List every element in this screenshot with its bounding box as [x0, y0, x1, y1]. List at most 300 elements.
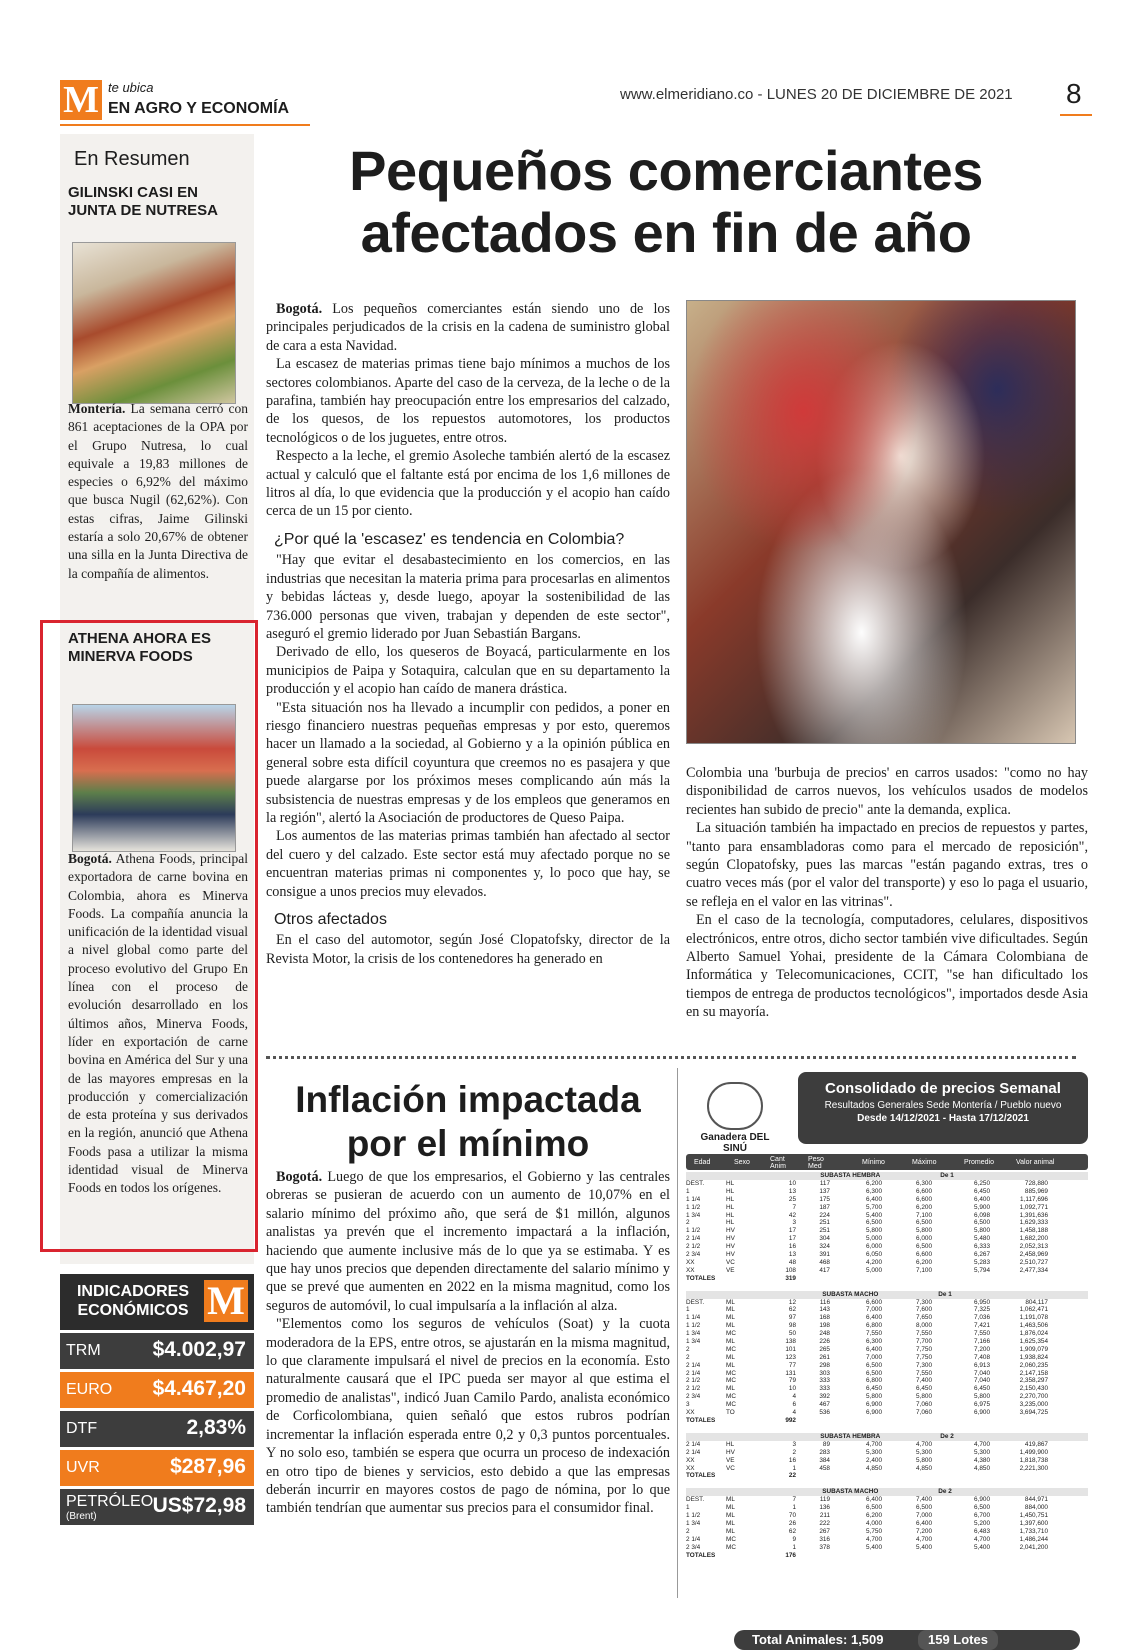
table-cell: 1: [792, 1464, 796, 1472]
table-cell: 1: [792, 1504, 796, 1512]
table-cell: 417: [819, 1266, 830, 1274]
table-cell: MC: [726, 1543, 736, 1551]
table-cell: 1 1/4: [686, 1314, 701, 1322]
total-label: TOTALES: [686, 1551, 716, 1559]
table-cell: 1,909,079: [1019, 1345, 1048, 1353]
ganadera-logo-text: Ganadera DEL SINÚ: [700, 1132, 770, 1154]
paragraph: Colombia una 'burbuja de precios' en carros usados: "como no hay disponibilidad de carros nuevos, los vehículos usados de modelos recientes han subido de precio" ante la demanda, explica.: [686, 765, 1088, 818]
table-cell: 79: [788, 1377, 796, 1385]
table-cell: 5,400: [974, 1543, 990, 1551]
table-row: [686, 1243, 1088, 1251]
table-cell: 3: [792, 1219, 796, 1227]
table-row: [686, 1338, 1088, 1346]
table-cell: ML: [726, 1353, 735, 1361]
table-cell: 6,400: [974, 1195, 990, 1203]
table-cell: HV: [726, 1227, 735, 1235]
table-row: [686, 1196, 1088, 1204]
table-cell: 7: [792, 1203, 796, 1211]
sidebar-title: En Resumen: [74, 148, 190, 170]
table-cell: 6,500: [866, 1361, 882, 1369]
table-row: [686, 1322, 1088, 1330]
table-cell: 6,900: [866, 1401, 882, 1409]
total-label: TOTALES: [686, 1274, 716, 1282]
table-cell: 2: [792, 1448, 796, 1456]
table-row: [686, 1212, 1088, 1220]
table-row: [686, 1299, 1088, 1307]
table-row: [686, 1409, 1088, 1417]
section-tagline: te ubica: [108, 80, 154, 95]
table-cell: 1 3/4: [686, 1519, 701, 1527]
table-cell: 4,850: [866, 1464, 882, 1472]
table-cell: 304: [819, 1235, 830, 1243]
table-cell: VE: [726, 1266, 735, 1274]
table-cell: 7,325: [974, 1306, 990, 1314]
table-row: [686, 1370, 1088, 1378]
article-dateline: Bogotá.: [276, 301, 323, 317]
table-cell: 7,550: [974, 1330, 990, 1338]
table-cell: ML: [726, 1496, 735, 1504]
section-divider: [266, 1056, 1076, 1059]
total-value: 22: [788, 1472, 796, 1480]
table-cell: 6,800: [866, 1377, 882, 1385]
table-cell: 6,200: [916, 1258, 932, 1266]
table-cell: 1,733,710: [1019, 1527, 1048, 1535]
table-cell: 117: [819, 1180, 830, 1187]
table-cell: 6,700: [974, 1512, 990, 1520]
table-total-row: [686, 1472, 1088, 1480]
paragraph: "Esta situación nos ha llevado a incumplir con pedidos, a poner en riesgo financiero nuestras pequeñas empresas y por esto, queremos hacer un llamado a la sociedad, al Gobierno y a la opinión pública en general sobre esta difícil coyuntura que creemos no es pasajera y que puede alargarse por los próximos meses complicando aún más la subsistencia de nuestras empresas y de los empleos que generamos en la región", alertó la Asociación de productores de Queso Paipa.: [266, 699, 670, 826]
table-cell: 1,876,024: [1019, 1330, 1048, 1338]
indicator-row: [60, 1411, 254, 1447]
table-cell: 4,000: [866, 1519, 882, 1527]
table-cell: 6,900: [866, 1409, 882, 1417]
table-cell: ML: [726, 1504, 735, 1512]
table-cell: 458: [819, 1464, 830, 1472]
table-cell: HL: [726, 1440, 735, 1448]
paragraph: [266, 1168, 670, 1315]
table-cell: 119: [819, 1496, 830, 1504]
table-total-row: [686, 1417, 1088, 1425]
table-cell: DEST.: [686, 1496, 705, 1504]
table-cell: MC: [726, 1401, 736, 1409]
table-row: [686, 1235, 1088, 1243]
section-name: SUBASTA MACHO: [822, 1290, 879, 1298]
table-cell: 7,650: [916, 1314, 932, 1322]
table-cell: 7,100: [916, 1211, 932, 1219]
table-cell: 4,700: [916, 1535, 932, 1543]
table-cell: 324: [819, 1243, 830, 1251]
table-cell: MC: [726, 1345, 736, 1353]
indicator-row: [60, 1450, 254, 1486]
table-cell: 2,147,158: [1019, 1369, 1048, 1377]
table-cell: 3,235,000: [1019, 1401, 1048, 1409]
table-cell: 5,800: [974, 1393, 990, 1401]
nutresa-photo: [72, 242, 236, 404]
table-cell: 175: [819, 1195, 830, 1203]
article-column-2: [686, 764, 1088, 1022]
table-cell: HV: [726, 1243, 735, 1251]
table-section-header: [686, 1172, 1088, 1180]
table-cell: 1,486,244: [1019, 1535, 1048, 1543]
table-cell: XX: [686, 1266, 695, 1274]
table-cell: 2 1/4: [686, 1361, 701, 1369]
table-cell: 7,300: [916, 1361, 932, 1369]
table-cell: 7,000: [916, 1512, 932, 1520]
table-cell: 7: [792, 1496, 796, 1504]
table-cell: 4,700: [974, 1535, 990, 1543]
table-cell: 137: [819, 1187, 830, 1195]
newspaper-logo: M: [60, 80, 102, 120]
table-cell: 1,458,188: [1019, 1227, 1048, 1235]
paragraph: En el caso de la tecnología, computadores, celulares, dispositivos electrónicos, entre otros, dicho sector también vive dificultades. Según Alberto Samuel Yohai, presidente de la Cámara Colombiana de Informática y Telecomunicaciones, CCIT, "se han dificultado los tiempos de entrega de productos tecnológicos", importados desde Asia en su mayoría.: [686, 912, 1088, 1021]
table-cell: 1,629,333: [1019, 1219, 1048, 1227]
table-cell: 7,060: [916, 1401, 932, 1409]
table-cell: 4,700: [974, 1440, 990, 1448]
paragraph: La escasez de materias primas tiene bajo mínimos a muchos de los sectores colombianos. Aparte del caso de la cerveza, de la leche o de la parafina, también hay preocupación entre los empresarios del calzado, de los quesos, de los repuestos automotores, los productos tecnológicos o de los juguetes, entre otros.: [266, 356, 670, 446]
table-cell: 6,500: [974, 1504, 990, 1512]
article-column-1: [266, 300, 670, 968]
table-cell: 226: [819, 1338, 830, 1346]
table-cell: 6,900: [974, 1409, 990, 1417]
table-cell: 222: [819, 1519, 830, 1527]
paragraph: La situación también ha impactado en precios de repuestos y partes, "tanto para ensambladoras como para el mercado de reposición", según Clopatofsky, pues las marcas "están pagando extras, tres o cuatro veces más (por el valor del transporte) y eso lo paga el usuario, se refleja en el valor en las vitrinas".: [686, 820, 1088, 910]
table-cell: 7,036: [974, 1314, 990, 1322]
table-cell: ML: [726, 1385, 735, 1393]
table-cell: 6,300: [866, 1338, 882, 1346]
table-cell: 70: [788, 1512, 796, 1520]
table-cell: 5,000: [866, 1235, 882, 1243]
table-cell: DEST.: [686, 1298, 705, 1306]
paragraph: Los aumentos de las materias primas también han afectado al sector del cuero y del calzado. Este sector está muy afectado porque no se encuentran materias primas ni componentes y, lo poco que hay, se consigue a unos precios muy elevados.: [266, 828, 670, 900]
table-cell: 17: [788, 1227, 796, 1235]
table-row: [686, 1204, 1088, 1212]
table-cell: 6,500: [866, 1219, 882, 1227]
table-cell: 2 1/4: [686, 1369, 701, 1377]
table-row: [686, 1385, 1088, 1393]
price-table-dates: Desde 14/12/2021 - Hasta 17/12/2021: [857, 1113, 1029, 1124]
section-title: EN AGRO Y ECONOMÍA: [108, 100, 290, 117]
table-cell: 1 3/4: [686, 1338, 701, 1346]
table-cell: 6,975: [974, 1401, 990, 1409]
table-cell: 1 1/2: [686, 1322, 701, 1330]
vendors-photo: [686, 300, 1076, 744]
article2-body: [266, 1168, 670, 1518]
table-cell: 2,510,727: [1019, 1258, 1048, 1266]
table-row: [686, 1346, 1088, 1354]
table-cell: MC: [726, 1330, 736, 1338]
table-cell: 16: [788, 1456, 796, 1464]
table-cell: 2 3/4: [686, 1393, 701, 1401]
table-cell: 4,850: [974, 1464, 990, 1472]
table-cell: 2 1/2: [686, 1385, 701, 1393]
indicator-label: UVR: [66, 1459, 100, 1476]
table-cell: 4: [792, 1409, 796, 1417]
table-cell: 6,400: [866, 1345, 882, 1353]
table-cell: 1,062,471: [1019, 1306, 1048, 1314]
table-cell: 6,483: [974, 1527, 990, 1535]
table-cell: 2 1/4: [686, 1440, 701, 1448]
table-cell: 77: [788, 1361, 796, 1369]
table-cell: 5,300: [916, 1448, 932, 1456]
table-cell: 6,500: [974, 1219, 990, 1227]
table-cell: 17: [788, 1235, 796, 1243]
table-cell: 1 1/2: [686, 1512, 701, 1520]
table-cell: 2 3/4: [686, 1251, 701, 1259]
table-cell: 4,200: [866, 1258, 882, 1266]
table-cell: 2,052,313: [1019, 1243, 1048, 1251]
indicator-sublabel: (Brent): [66, 1511, 97, 1522]
table-cell: 6,500: [916, 1243, 932, 1251]
table-cell: MC: [726, 1377, 736, 1385]
brief-body-nutresa: [68, 400, 248, 583]
table-cell: HL: [726, 1195, 735, 1203]
table-cell: 108: [785, 1266, 796, 1274]
table-cell: 2,041,200: [1019, 1543, 1048, 1551]
table-cell: HV: [726, 1235, 735, 1243]
table-cell: 7,000: [866, 1353, 882, 1361]
table-cell: 4,850: [916, 1464, 932, 1472]
table-cell: XX: [686, 1464, 695, 1472]
table-cell: 6,600: [916, 1195, 932, 1203]
indicators-title: INDICADORES ECONÓMICOS: [76, 1283, 189, 1319]
price-table-header: [798, 1072, 1088, 1144]
column-header: Cant Anim: [770, 1156, 786, 1170]
table-row: [686, 1227, 1088, 1235]
total-value: 176: [785, 1551, 796, 1559]
table-cell: 10: [788, 1385, 796, 1393]
table-total-row: [686, 1275, 1088, 1283]
table-cell: 7,040: [974, 1369, 990, 1377]
table-cell: 728,880: [1024, 1180, 1048, 1187]
table-cell: 224: [819, 1211, 830, 1219]
table-cell: 6,600: [916, 1251, 932, 1259]
table-cell: 7,040: [974, 1377, 990, 1385]
highlight-box: [40, 620, 258, 1252]
table-cell: VE: [726, 1456, 735, 1464]
paragraph: Derivado de ello, los queseros de Boyacá, particularmente en los municipios de Paipa y Sotaquira, calculan que en su departamento la producción y el acopio han caído de manera drástica.: [266, 644, 670, 698]
table-cell: HL: [726, 1203, 735, 1211]
table-cell: 6,200: [866, 1180, 882, 1187]
table-cell: 3: [686, 1401, 690, 1409]
table-cell: 7,550: [916, 1369, 932, 1377]
table-cell: 6,050: [866, 1251, 882, 1259]
table-cell: ML: [726, 1306, 735, 1314]
table-cell: 251: [819, 1227, 830, 1235]
table-cell: 2 1/2: [686, 1377, 701, 1385]
table-cell: 5,800: [866, 1227, 882, 1235]
table-cell: VC: [726, 1258, 735, 1266]
table-cell: 5,750: [866, 1527, 882, 1535]
table-cell: 25: [788, 1195, 796, 1203]
table-cell: 1,938,824: [1019, 1353, 1048, 1361]
indicators-logo: M: [204, 1280, 248, 1322]
page-number: 8: [1066, 78, 1082, 109]
column-header: Sexo: [734, 1159, 750, 1166]
table-cell: 1: [686, 1187, 690, 1195]
table-total-row: [686, 1552, 1088, 1560]
table-cell: 1,117,696: [1020, 1195, 1048, 1203]
column-header: Peso Med: [808, 1156, 824, 1170]
paragraph-text: Luego de que los empresarios, el Gobierno y las centrales obreras se pusieran de acuerdo con un aumento de 10,07% en el salario mínimo del próximo año, que será de $1 millón, algunos analistas ya prevén que el incremento impactará a la inflación, haciendo que aumente inclusive más de lo que ya se estimaba. Y es que hay unos precios que dependen directamente del salario mínimo y que se prevé que aumenten en 2022 en la misma magnitud, como los seguros de automóvil, lo cual impulsaría a la inflación al alza.: [266, 1169, 670, 1314]
total-value: 319: [785, 1274, 796, 1282]
table-cell: 5,300: [974, 1448, 990, 1456]
table-cell: 13: [788, 1251, 796, 1259]
table-cell: 7,550: [916, 1330, 932, 1338]
table-cell: 2 1/4: [686, 1535, 701, 1543]
table-cell: 6,913: [974, 1361, 990, 1369]
table-cell: 7,408: [974, 1353, 990, 1361]
table-cell: 101: [785, 1345, 796, 1353]
header-rule: [60, 124, 310, 126]
table-cell: 267: [819, 1527, 830, 1535]
table-cell: MC: [726, 1369, 736, 1377]
table-cell: 13: [788, 1187, 796, 1195]
table-cell: 42: [788, 1211, 796, 1219]
table-cell: 248: [819, 1330, 830, 1338]
table-cell: 62: [788, 1527, 796, 1535]
table-cell: HV: [726, 1251, 735, 1259]
table-cell: 1: [792, 1543, 796, 1551]
table-cell: 7,400: [916, 1496, 932, 1504]
table-row: [686, 1314, 1088, 1322]
table-cell: 7,700: [916, 1338, 932, 1346]
table-section-header: [686, 1291, 1088, 1299]
table-cell: 391: [819, 1251, 830, 1259]
table-cell: 7,000: [866, 1306, 882, 1314]
brief-text: Athena Foods, principal exportadora de carne bovina en Colombia, ahora es Minerva Foods. La compañía anuncia la unificación de la identidad visual a nivel global como parte del proceso evolutivo del Grupo En línea con el proceso de evolución desarrollado en los últimos años, Minerva Foods, líder en exportación de carne bovina en América del Sur y una de las mayores empresas en la producción y comercialización de esta proteína y sus derivados en la región, anunció que Athena Foods pasa a utilizar la misma identidad visual de Minerva Foods en todos los orígenes.: [68, 851, 248, 1196]
table-cell: HL: [726, 1180, 735, 1187]
table-cell: 2,221,300: [1019, 1464, 1048, 1472]
table-row: [686, 1354, 1088, 1362]
table-cell: 2,458,969: [1019, 1251, 1048, 1259]
table-cell: 6,200: [866, 1512, 882, 1520]
table-cell: 1,625,354: [1019, 1338, 1048, 1346]
main-headline: Pequeños comerciantes afectados en fin de año: [349, 139, 983, 264]
table-cell: ML: [726, 1361, 735, 1369]
table-cell: 1,499,900: [1019, 1448, 1048, 1456]
table-cell: 6: [792, 1401, 796, 1409]
table-cell: HV: [726, 1448, 735, 1456]
table-row: [686, 1544, 1088, 1552]
table-row: [686, 1504, 1088, 1512]
total-label: TOTALES: [686, 1416, 716, 1424]
indicator-value: US$72,98: [152, 1494, 246, 1517]
indicator-label: PETRÓLEO: [66, 1493, 154, 1510]
price-table-footer: [734, 1630, 1080, 1650]
table-cell: 5,400: [866, 1211, 882, 1219]
table-cell: 26: [788, 1519, 796, 1527]
total-value: 992: [785, 1416, 796, 1424]
table-cell: 7,421: [974, 1322, 990, 1330]
table-cell: 6,600: [916, 1187, 932, 1195]
table-cell: 5,300: [866, 1448, 882, 1456]
indicator-value: 2,83%: [186, 1416, 246, 1439]
table-cell: 136: [819, 1504, 830, 1512]
table-cell: 2,150,430: [1019, 1385, 1048, 1393]
price-table-subtitle: Resultados Generales Sede Montería / Pueblo nuevo: [824, 1100, 1062, 1111]
table-cell: 168: [819, 1314, 830, 1322]
table-cell: 98: [788, 1322, 796, 1330]
table-cell: 3: [792, 1440, 796, 1448]
table-cell: 7,200: [974, 1345, 990, 1353]
table-row: [686, 1449, 1088, 1457]
table-cell: 138: [785, 1338, 796, 1346]
ganadera-logo: [688, 1082, 782, 1154]
table-cell: 7,166: [974, 1338, 990, 1346]
table-cell: 6,450: [974, 1385, 990, 1393]
table-cell: 6,400: [866, 1195, 882, 1203]
table-cell: 4: [792, 1393, 796, 1401]
table-cell: TO: [726, 1409, 735, 1417]
total-animals: Total Animales: 1,509: [752, 1632, 884, 1647]
section-name: SUBASTA HEMBRA: [820, 1432, 881, 1440]
table-row: [686, 1330, 1088, 1338]
table-cell: 6,000: [866, 1243, 882, 1251]
table-section-header: [686, 1488, 1088, 1496]
table-cell: 6,300: [916, 1180, 932, 1187]
table-cell: 6,000: [916, 1235, 932, 1243]
table-cell: 7,200: [916, 1527, 932, 1535]
table-cell: 7,100: [916, 1266, 932, 1274]
table-cell: 6,098: [974, 1211, 990, 1219]
table-row: [686, 1188, 1088, 1196]
column-header: Valor animal: [1016, 1159, 1055, 1166]
table-row: [686, 1362, 1088, 1370]
brief-text: La semana cerró con 861 aceptaciones de la OPA por el Grupo Nutresa, lo cual equivale a 19,83 millones de especies o 6,92% del máximo que busca Nugil (62,62%). Con estas cifras, Jaime Gilinski estaría a solo 20,67% de obtener una silla en la Junta Directiva de la compañía de alimentos.: [68, 401, 248, 581]
section-name: SUBASTA MACHO: [822, 1488, 879, 1496]
table-cell: 211: [819, 1512, 830, 1520]
table-cell: 5,800: [974, 1227, 990, 1235]
table-cell: 2,270,700: [1019, 1393, 1048, 1401]
brief-dateline: Montería.: [68, 401, 126, 416]
economic-indicators: [60, 1274, 254, 1525]
table-row: [686, 1496, 1088, 1504]
table-cell: 2,358,297: [1019, 1377, 1048, 1385]
article-dateline: Bogotá.: [276, 1169, 323, 1185]
table-cell: HL: [726, 1219, 735, 1227]
table-cell: XX: [686, 1258, 695, 1266]
table-cell: 4,700: [866, 1535, 882, 1543]
brief-headline-nutresa: GILINSKI CASI EN JUNTA DE NUTRESA: [68, 184, 219, 219]
table-cell: 6,500: [916, 1504, 932, 1512]
table-row: [686, 1180, 1088, 1188]
table-cell: 6,333: [974, 1243, 990, 1251]
column-header: Edad: [694, 1159, 711, 1166]
table-cell: 6,500: [866, 1369, 882, 1377]
table-cell: 3,694,725: [1019, 1409, 1048, 1417]
table-cell: 1 3/4: [686, 1211, 701, 1219]
table-cell: 316: [819, 1535, 830, 1543]
table-cell: 50: [788, 1330, 796, 1338]
table-row: [686, 1251, 1088, 1259]
table-cell: 198: [819, 1322, 830, 1330]
table-cell: 885,969: [1024, 1187, 1048, 1195]
table-cell: 97: [788, 1314, 796, 1322]
table-row: [686, 1393, 1088, 1401]
table-cell: 468: [819, 1258, 830, 1266]
table-cell: 9: [792, 1535, 796, 1543]
price-table-title: Consolidado de precios Semanal: [825, 1080, 1061, 1097]
table-cell: 2: [686, 1219, 690, 1227]
section-day: De 2: [940, 1432, 954, 1440]
indicator-row: [60, 1372, 254, 1408]
table-cell: 5,794: [974, 1266, 990, 1274]
table-cell: 4,700: [916, 1440, 932, 1448]
total-lots: 159 Lotes: [918, 1630, 998, 1650]
table-cell: 1,391,636: [1019, 1211, 1048, 1219]
table-cell: 419,867: [1024, 1440, 1048, 1448]
table-cell: 265: [819, 1345, 830, 1353]
